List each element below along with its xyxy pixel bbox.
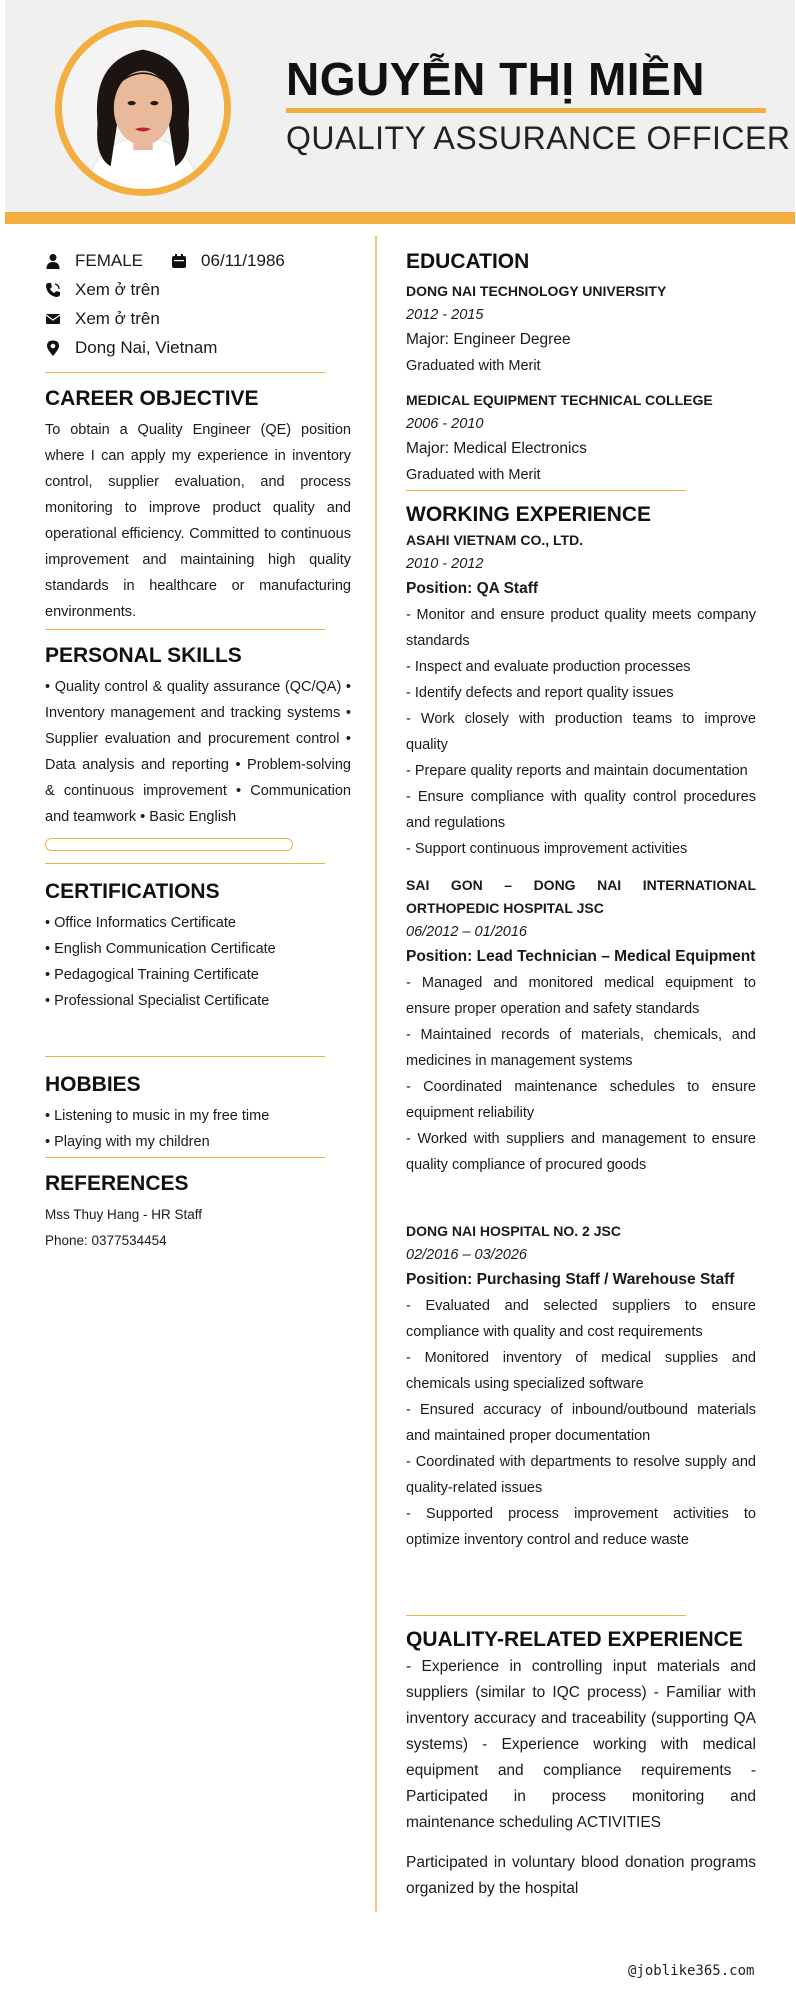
- experience-period: 02/2016 – 03/2026: [406, 1247, 527, 1263]
- reference-name: Mss Thuy Hang - HR Staff: [45, 1207, 203, 1222]
- experience-position: Position: QA Staff: [406, 580, 539, 597]
- experience-bullet: - Monitor and ensure product quality meets company standards: [406, 607, 756, 649]
- school-name: DONG NAI TECHNOLOGY UNIVERSITY: [406, 283, 667, 299]
- experience-bullet: - Monitored inventory of medical supplies and chemicals using specialized software: [406, 1350, 756, 1392]
- experience-bullet: - Ensured accuracy of inbound/outbound materials and maintained proper documentation: [406, 1402, 756, 1444]
- quality-title: QUALITY-RELATED EXPERIENCE: [406, 1628, 743, 1651]
- experience-bullet: - Ensure compliance with quality control procedures and regulations: [406, 789, 756, 831]
- education-major: Major: Medical Electronics: [406, 440, 587, 457]
- company-name: ASAHI VIETNAM CO., LTD.: [406, 532, 584, 548]
- experience-bullet: - Prepare quality reports and maintain documentation: [406, 763, 748, 779]
- section-divider: [406, 1615, 686, 1616]
- references-title: REFERENCES: [45, 1172, 189, 1195]
- envelope-icon: [45, 311, 61, 327]
- education-result: Graduated with Merit: [406, 467, 541, 483]
- phone-row: [45, 275, 351, 304]
- education-period: 2012 - 2015: [406, 307, 484, 323]
- name-underline: [286, 108, 766, 113]
- experience-item: [406, 874, 756, 1178]
- education-title: EDUCATION: [406, 250, 530, 273]
- quality-extra-text: Participated in voluntary blood donation programs organized by the hospital: [406, 1854, 756, 1897]
- experience-bullet: - Maintained records of materials, chemicals, and medicines in management systems: [406, 1027, 756, 1069]
- left-column: [45, 246, 351, 1254]
- experience-position: Position: Purchasing Staff / Warehouse Staff: [406, 1271, 735, 1288]
- experience-bullet: - Managed and monitored medical equipment to ensure proper operation and safety standards: [406, 975, 756, 1017]
- map-pin-icon: [45, 340, 61, 356]
- calendar-icon: [171, 253, 187, 269]
- right-column: [406, 250, 756, 1902]
- experience-item: [406, 1220, 756, 1553]
- experience-position: Position: Lead Technician – Medical Equipment: [406, 948, 756, 965]
- skills-text: • Quality control & quality assurance (QC/QA) • Inventory management and tracking systems • Supplier evaluation and procurement control • Data analysis and reporting • Problem-solving & continuous improvement • Communication and teamwork • Basic English: [45, 679, 351, 825]
- avatar: [55, 20, 231, 196]
- experience-item: [406, 529, 756, 862]
- location-row: [45, 333, 351, 362]
- user-icon: [45, 253, 61, 269]
- experience-bullet: - Identify defects and report quality issues: [406, 685, 674, 701]
- experience-bullet: - Coordinated maintenance schedules to ensure equipment reliability: [406, 1079, 756, 1121]
- section-divider: [45, 629, 325, 630]
- experience-title: WORKING EXPERIENCE: [406, 503, 652, 526]
- experience-bullet: - Supported process improvement activities to optimize inventory control and reduce waste: [406, 1506, 756, 1548]
- education-result: Graduated with Merit: [406, 358, 541, 374]
- gender-text: FEMALE: [75, 250, 144, 270]
- location-text: Dong Nai, Vietnam: [75, 337, 218, 357]
- education-major: Major: Engineer Degree: [406, 331, 571, 348]
- phone-icon: [45, 282, 61, 298]
- experience-bullet: - Inspect and evaluate production processes: [406, 659, 691, 675]
- column-divider: [375, 236, 377, 1912]
- experience-bullet: - Worked with suppliers and management to ensure quality compliance of procured goods: [406, 1131, 756, 1173]
- certification-item: • English Communication Certificate: [45, 941, 276, 957]
- hobbies-title: HOBBIES: [45, 1073, 141, 1096]
- hobby-item: • Listening to music in my free time: [45, 1108, 270, 1124]
- certification-item: • Office Informatics Certificate: [45, 915, 236, 931]
- dob-text: 06/11/1986: [201, 250, 285, 270]
- career-objective-text: To obtain a Quality Engineer (QE) position where I can apply my experience in inventory control, supplier evaluation, and process monitoring to improve product quality and operational efficiency. Committed to continuous improvement and maintaining high quality standards in healthcare or manufacturing environments.: [45, 422, 351, 620]
- section-divider: [45, 1056, 325, 1057]
- job-title: QUALITY ASSURANCE OFFICER: [286, 120, 791, 156]
- candidate-name: NGUYỄN THỊ MIỀN: [286, 53, 705, 105]
- phone-text: Xem ở trên: [75, 279, 160, 299]
- experience-bullet: - Coordinated with departments to resolve supply and quality-related issues: [406, 1454, 756, 1496]
- gender-dob-row: [45, 246, 351, 275]
- education-item: [406, 389, 756, 488]
- school-name: MEDICAL EQUIPMENT TECHNICAL COLLEGE: [406, 392, 713, 408]
- certification-item: • Pedagogical Training Certificate: [45, 967, 259, 983]
- header-accent-bar: [5, 212, 795, 224]
- email-row: [45, 304, 351, 333]
- education-item: [406, 280, 756, 379]
- skill-level-bar: [45, 838, 293, 851]
- reference-phone: Phone: 0377534454: [45, 1233, 167, 1248]
- experience-bullet: - Evaluated and selected suppliers to ensure compliance with quality and cost requirements: [406, 1298, 756, 1340]
- portrait-photo: [62, 27, 224, 189]
- section-divider: [45, 1157, 325, 1158]
- certification-item: • Professional Specialist Certificate: [45, 993, 270, 1009]
- experience-bullet: - Work closely with production teams to improve quality: [406, 711, 756, 753]
- footer-credit: @joblike365.com: [628, 1963, 755, 1979]
- company-name: SAI GON – DONG NAI INTERNATIONAL ORTHOPEDIC HOSPITAL JSC: [406, 877, 756, 916]
- company-name: DONG NAI HOSPITAL NO. 2 JSC: [406, 1223, 621, 1239]
- section-divider: [406, 490, 686, 491]
- email-text: Xem ở trên: [75, 308, 160, 328]
- education-period: 2006 - 2010: [406, 416, 484, 432]
- section-divider: [45, 372, 325, 373]
- experience-period: 2010 - 2012: [406, 556, 484, 572]
- experience-bullet: - Support continuous improvement activities: [406, 841, 688, 857]
- section-divider: [45, 863, 325, 864]
- experience-period: 06/2012 – 01/2016: [406, 924, 527, 940]
- career-objective-title: CAREER OBJECTIVE: [45, 387, 259, 410]
- certifications-title: CERTIFICATIONS: [45, 880, 220, 903]
- quality-text: - Experience in controlling input materials and suppliers (similar to IQC process) - Familiar with inventory accuracy and traceability (supporting QA systems) - Experience working with medical equipment and compliance requirements - Participated in process monitoring and maintenance scheduling ACTIVITIES: [406, 1658, 756, 1831]
- skills-title: PERSONAL SKILLS: [45, 644, 242, 667]
- hobby-item: • Playing with my children: [45, 1134, 210, 1150]
